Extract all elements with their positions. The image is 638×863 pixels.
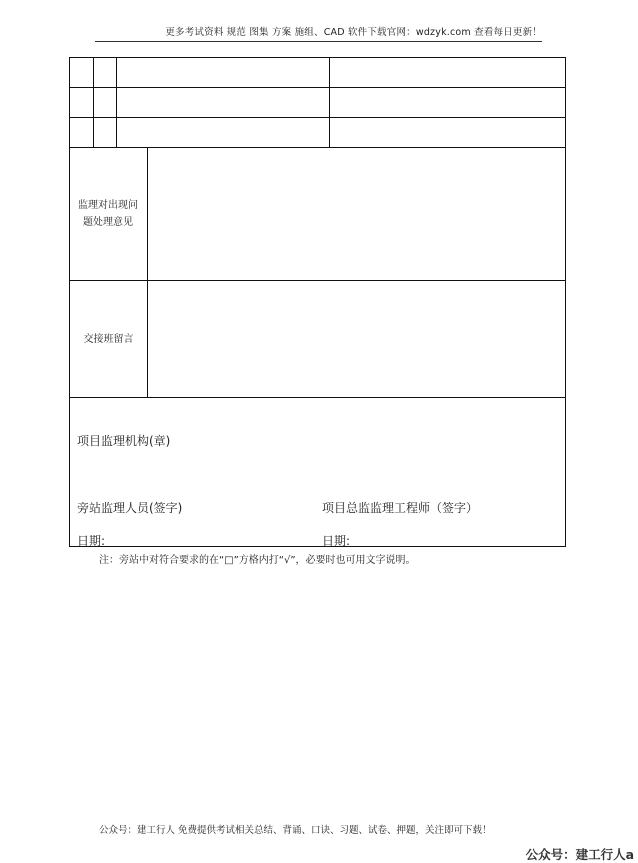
row-divider: [70, 397, 565, 398]
watermark: 公众号：建工行人a: [525, 847, 634, 862]
supervision-org-label: 项目监理机构(章): [77, 434, 171, 448]
supervisor-opinion-field[interactable]: [148, 148, 565, 280]
col-divider: [116, 58, 117, 147]
chief-engineer-signature-label: 项目总监监理工程师（签字）: [322, 501, 479, 515]
supervisor-opinion-label: 监理对出现问题处理意见: [78, 199, 138, 228]
supervision-form-table: [69, 57, 566, 547]
form-note: 注：旁站中对符合要求的在“□”方格内打“√”，必要时也可用文字说明。: [99, 555, 416, 566]
page-footer: 公众号：建工行人 免费提供考试相关总结、背诵、口诀、习题、试卷、押题，关注即可下载！: [99, 825, 492, 836]
row-divider: [70, 117, 565, 118]
row-divider: [70, 87, 565, 88]
col-divider: [329, 58, 330, 147]
date-label-right: 日期:: [322, 534, 351, 548]
col-divider: [93, 58, 94, 147]
side-supervisor-signature-label: 旁站监理人员(签字): [77, 501, 183, 515]
handover-message-label: 交接班留言: [83, 333, 134, 345]
page-header-notice: 更多考试资料 规范 图集 方案 施组、CAD 软件下载官网：wdzyk.com 查看每日更新！: [95, 24, 542, 42]
date-label-left: 日期:: [77, 534, 106, 548]
handover-message-field[interactable]: [148, 281, 565, 397]
